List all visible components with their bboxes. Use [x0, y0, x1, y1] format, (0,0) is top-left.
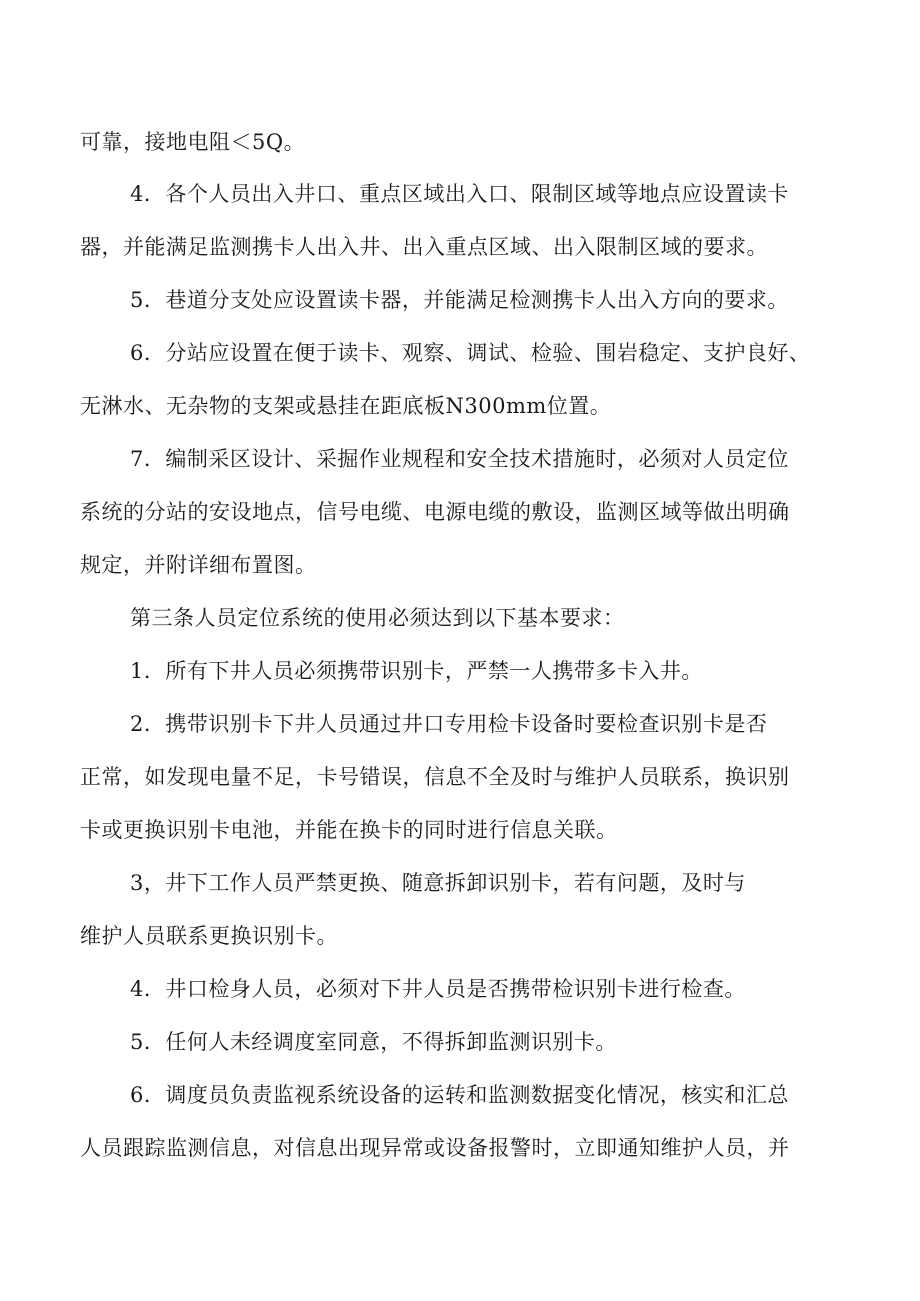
text-line: 器，并能满足监测携卡人出入井、出入重点区域、出入限制区域的要求。 — [80, 235, 768, 259]
text-line: 系统的分站的安设地点，信号电缆、电源电缆的敷设，监测区域等做出明确 — [80, 500, 790, 524]
text-line: 3，井下工作人员严禁更换、随意拆卸识别卡，若有问题，及时与 — [130, 871, 746, 895]
text-line: 4．各个人员出入井口、重点区域出入口、限制区域等地点应设置读卡 — [130, 182, 789, 206]
text-line: 6．分站应设置在便于读卡、观察、调试、检验、围岩稳定、支护良好、 — [130, 341, 811, 365]
text-line: 第三条人员定位系统的使用必须达到以下基本要求： — [130, 606, 625, 630]
text-line: 正常，如发现电量不足，卡号错误，信息不全及时与维护人员联系，换识别 — [80, 765, 790, 789]
text-line: 无淋水、无杂物的支架或悬挂在距底板N300mm位置。 — [80, 394, 612, 418]
text-line: 卡或更换识别卡电池，并能在换卡的同时进行信息关联。 — [80, 818, 618, 842]
text-line: 5．巷道分支处应设置读卡器，并能满足检测携卡人出入方向的要求。 — [130, 288, 789, 312]
text-line: 7．编制采区设计、采掘作业规程和安全技术措施时，必须对人员定位 — [130, 447, 789, 471]
text-line: 5．任何人未经调度室同意，不得拆卸监测识别卡。 — [130, 1030, 617, 1054]
text-line: 人员跟踪监测信息，对信息出现异常或设备报警时，立即通知维护人员，并 — [80, 1136, 790, 1160]
text-line: 2．携带识别卡下井人员通过井口专用检卡设备时要检查识别卡是否 — [130, 712, 768, 736]
text-line: 6．调度员负责监视系统设备的运转和监测数据变化情况，核实和汇总 — [130, 1083, 789, 1107]
text-line: 规定，并附详细布置图。 — [80, 553, 317, 577]
text-line: 4．井口检身人员，必须对下井人员是否携带检识别卡进行检查。 — [130, 977, 746, 1001]
text-line: 可靠，接地电阻＜5Q。 — [80, 130, 306, 154]
text-line: 维护人员联系更换识别卡。 — [80, 924, 338, 948]
text-line: 1．所有下井人员必须携带识别卡，严禁一人携带多卡入井。 — [130, 659, 703, 683]
